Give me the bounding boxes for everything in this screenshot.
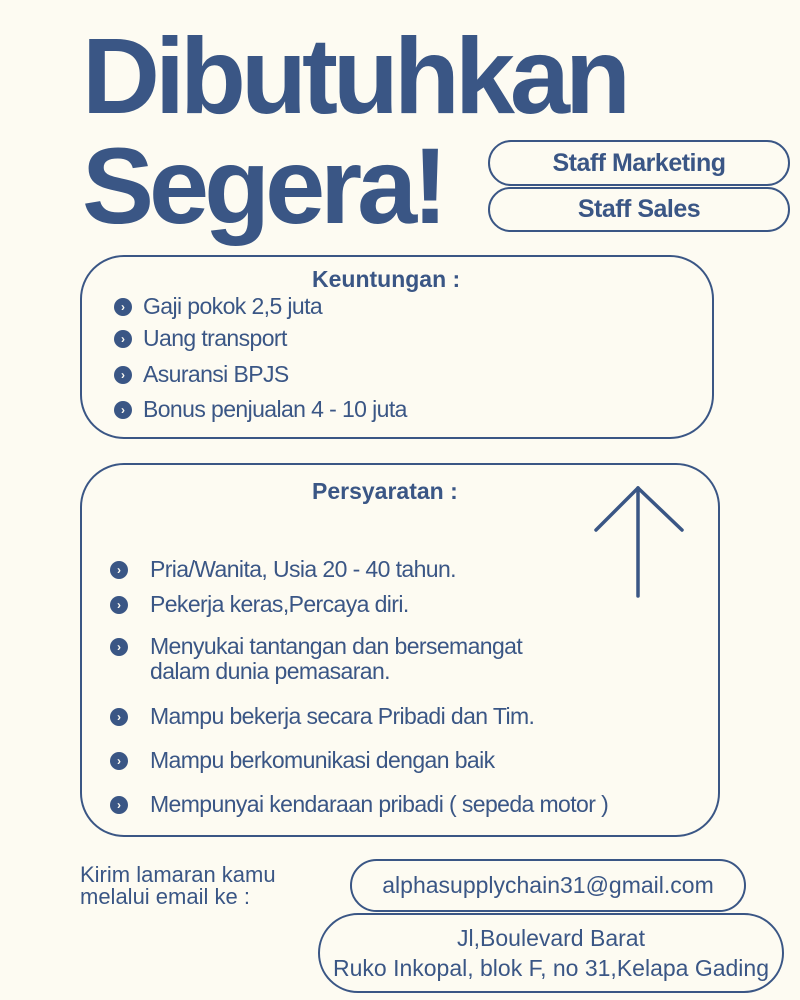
benefit-item [114, 294, 322, 319]
address-line1: Jl,Boulevard Barat [457, 925, 645, 951]
headline-line2: Segera! [82, 125, 444, 246]
requirements-title: Persyaratan : [312, 478, 458, 504]
chevron-right-circle-icon: › [114, 298, 132, 316]
requirement-text: Mampu berkomunikasi dengan baik [150, 747, 495, 773]
chevron-right-circle-icon: › [110, 752, 128, 770]
requirement-item [110, 704, 534, 729]
chevron-right-circle-icon: › [110, 796, 128, 814]
arrow-up-icon [592, 484, 688, 600]
requirement-item [110, 792, 608, 817]
chevron-right-circle-icon: › [114, 401, 132, 419]
apply-instructions: Kirim lamaran kamu melalui email ke : [80, 862, 276, 909]
benefit-item [114, 362, 289, 387]
address-box [318, 913, 784, 993]
benefit-text: Asuransi BPJS [143, 361, 289, 387]
requirement-item [110, 748, 495, 773]
chevron-right-circle-icon: › [114, 330, 132, 348]
benefit-text: Gaji pokok 2,5 juta [143, 293, 323, 319]
requirement-text: Menyukai tantangan dan bersemangat dalam dunia pemasaran. [150, 633, 523, 684]
chevron-right-circle-icon: › [110, 561, 128, 579]
address-line2: Ruko Inkopal, blok F, no 31,Kelapa Gading [332, 955, 769, 981]
position-pill-sales: Staff Sales [488, 187, 790, 232]
benefit-text: Bonus penjualan 4 - 10 juta [143, 396, 407, 422]
benefit-item [114, 397, 407, 422]
benefit-item [114, 326, 287, 351]
benefit-text: Uang transport [143, 325, 287, 351]
position-pill-marketing: Staff Marketing [488, 140, 790, 186]
requirement-text: Mampu bekerja secara Pribadi dan Tim. [150, 703, 535, 729]
requirement-item [110, 557, 456, 582]
requirement-item [110, 592, 409, 617]
chevron-right-circle-icon: › [110, 596, 128, 614]
benefits-title: Keuntungan : [312, 266, 461, 292]
chevron-right-circle-icon: › [110, 708, 128, 726]
requirement-text: Pekerja keras,Percaya diri. [150, 591, 409, 617]
requirement-text: Mempunyai kendaraan pribadi ( sepeda motor ) [150, 791, 609, 817]
chevron-right-circle-icon: › [110, 638, 128, 656]
requirement-text: Pria/Wanita, Usia 20 - 40 tahun. [150, 556, 456, 582]
chevron-right-circle-icon: › [114, 366, 132, 384]
email-address[interactable]: alphasupplychain31@gmail.com [350, 859, 746, 912]
requirement-item [110, 634, 522, 684]
headline-line1: Dibutuhkan [82, 15, 626, 136]
